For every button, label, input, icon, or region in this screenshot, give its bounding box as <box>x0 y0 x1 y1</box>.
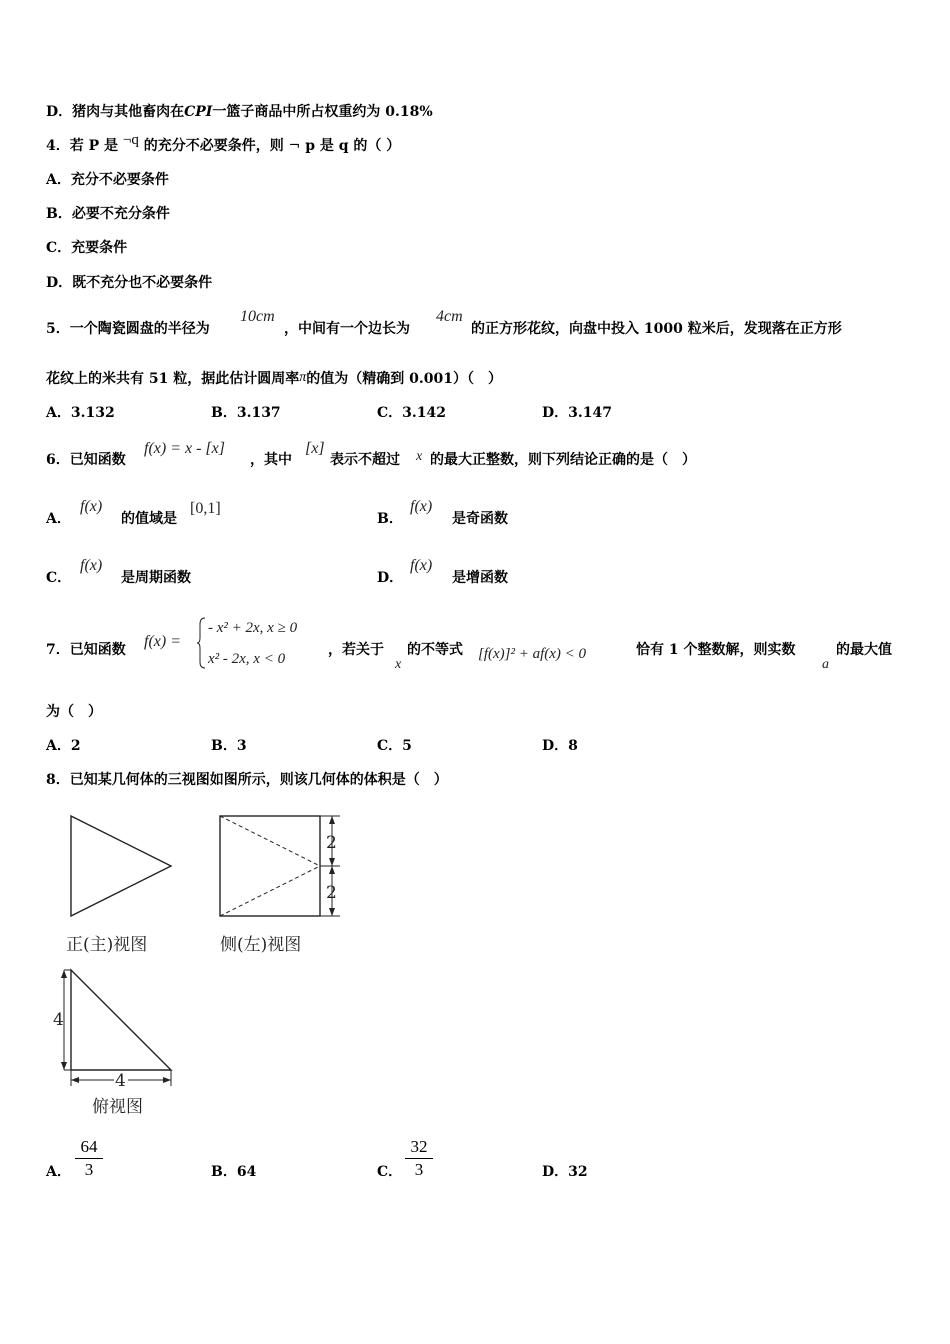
q5-line2-b: 的值为（精确到 0.001）（ ） <box>306 371 502 387</box>
piecewise-brace <box>196 616 206 670</box>
q6-option-b-func: f(x) <box>410 498 433 515</box>
cpi-term: CPI <box>184 104 213 120</box>
q5-side: 4cm <box>436 308 463 325</box>
q7-stem-b: ，若关于 <box>328 642 384 658</box>
q7-inequality: [f(x)]² + af(x) < 0 <box>478 646 587 662</box>
q6-stem-b: ，其中 <box>250 452 292 468</box>
q6-option-b-label: B． <box>377 511 403 527</box>
q7-a: a <box>822 657 829 672</box>
q6-option-c-func: f(x) <box>80 557 103 574</box>
top-view-label: 俯视图 <box>92 1097 143 1117</box>
q7-case-1: - x² + 2x, x ≥ 0 <box>208 620 298 636</box>
top-view <box>44 962 194 1122</box>
side-dim-2-top: 2 <box>326 833 337 853</box>
q7-stem-a: 7．已知函数 <box>46 642 126 658</box>
side-view <box>210 808 360 958</box>
prev-option-d-text: D．猪肉与其他畜肉在 <box>46 104 185 120</box>
q4-option-a: A．充分不必要条件 <box>46 172 169 188</box>
q8-option-c-denominator: 3 <box>414 1160 424 1179</box>
top-dim-4-vertical: 4 <box>53 1010 64 1030</box>
q4-option-d: D．既不充分也不必要条件 <box>46 275 213 291</box>
q4-stem-a: 4．若 P 是 <box>46 138 119 154</box>
q5-line1-b: ，中间有一个边长为 <box>284 321 410 337</box>
q7-option-c: C．5 <box>377 738 412 754</box>
q5-radius: 10cm <box>240 308 275 325</box>
q4-option-b: B．必要不充分条件 <box>46 206 170 222</box>
q7-option-d: D．8 <box>542 738 578 754</box>
q7-option-b: B．3 <box>211 738 247 754</box>
q8-option-c-numerator: 32 <box>410 1137 428 1156</box>
q5-option-c: C．3.142 <box>377 405 446 421</box>
q6-option-d-label: D． <box>377 570 404 586</box>
q6-option-a-label: A． <box>46 511 71 527</box>
q7-stem-d: 恰有 1 个整数解，则实数 <box>636 642 796 658</box>
pi-symbol: π <box>299 370 307 385</box>
q6-x: x <box>416 449 423 464</box>
top-dim-4-horizontal: 4 <box>115 1071 126 1091</box>
q7-line2: 为（ ） <box>46 704 102 720</box>
q6-stem-a: 6．已知函数 <box>46 452 126 468</box>
q5-line1-a: 5．一个陶瓷圆盘的半径为 <box>46 321 210 337</box>
q8-option-a-label: A． <box>46 1164 71 1180</box>
q6-option-d-func: f(x) <box>410 557 433 574</box>
q8-option-a-numerator: 64 <box>80 1137 98 1156</box>
q7-case-2: x² - 2x, x < 0 <box>208 651 286 667</box>
q5-line1-c: 的正方形花纹，向盘中投入 1000 粒米后，发现落在正方形 <box>471 321 842 337</box>
front-view <box>60 808 185 958</box>
q8-option-a-denominator: 3 <box>84 1160 94 1179</box>
q8-option-c-label: C． <box>377 1164 403 1180</box>
q8-stem: 8．已知某几何体的三视图如图所示，则该几何体的体积是（ ） <box>46 772 448 788</box>
q6-option-b-text: 是奇函数 <box>452 511 508 527</box>
q6-option-a-func: f(x) <box>80 498 103 515</box>
q5-option-a: A．3.132 <box>46 405 115 421</box>
q7-stem-c: 的不等式 <box>407 642 463 658</box>
q7-x: x <box>395 657 402 672</box>
q6-option-c-label: C． <box>46 570 72 586</box>
q6-option-d-text: 是增函数 <box>452 570 508 586</box>
q7-func-lhs: f(x) = <box>144 633 181 650</box>
q6-func: f(x) = x - [x] <box>144 440 225 457</box>
q8-option-a-fraction <box>75 1137 103 1180</box>
prev-option-d-rest: 一篮子商品中所占权重约为 0.18% <box>212 104 433 120</box>
q5-line2-a: 花纹上的米共有 51 粒，据此估计圆周率 <box>46 371 300 387</box>
side-view-label: 侧(左)视图 <box>220 935 302 955</box>
q4-option-c: C．充要条件 <box>46 240 128 256</box>
q4-neg-p: ¬ <box>288 138 301 154</box>
q6-floor: [x] <box>305 440 325 457</box>
q8-option-b: B．64 <box>211 1164 257 1180</box>
q4-stem <box>46 132 401 155</box>
q8-option-d: D．32 <box>542 1164 588 1180</box>
q6-option-c-text: 是周期函数 <box>121 570 191 586</box>
q4-stem-b: 的充分不必要条件，则 <box>143 138 284 154</box>
side-dim-2-bottom: 2 <box>326 883 337 903</box>
q6-option-a-text: 的值域是 <box>121 511 177 527</box>
q7-stem-e: 的最大值 <box>836 642 892 658</box>
front-view-label: 正(主)视图 <box>66 935 148 955</box>
q5-line2 <box>46 370 502 389</box>
q5-option-d: D．3.147 <box>542 405 612 421</box>
q5-option-b: B．3.137 <box>211 405 281 421</box>
q7-option-a: A．2 <box>46 738 81 754</box>
q6-stem-c: 表示不超过 <box>330 452 400 468</box>
q4-neg-q: ¬q <box>122 132 139 148</box>
q6-option-a-set: [0,1] <box>190 500 221 517</box>
fraction-bar <box>75 1158 103 1159</box>
q6-stem-d: 的最大正整数，则下列结论正确的是（ ） <box>430 452 696 468</box>
q4-stem-c: p 是 q 的（ ） <box>305 138 401 154</box>
fraction-bar <box>405 1158 433 1159</box>
q8-option-c-fraction <box>405 1137 433 1180</box>
prev-option-d <box>46 103 433 121</box>
